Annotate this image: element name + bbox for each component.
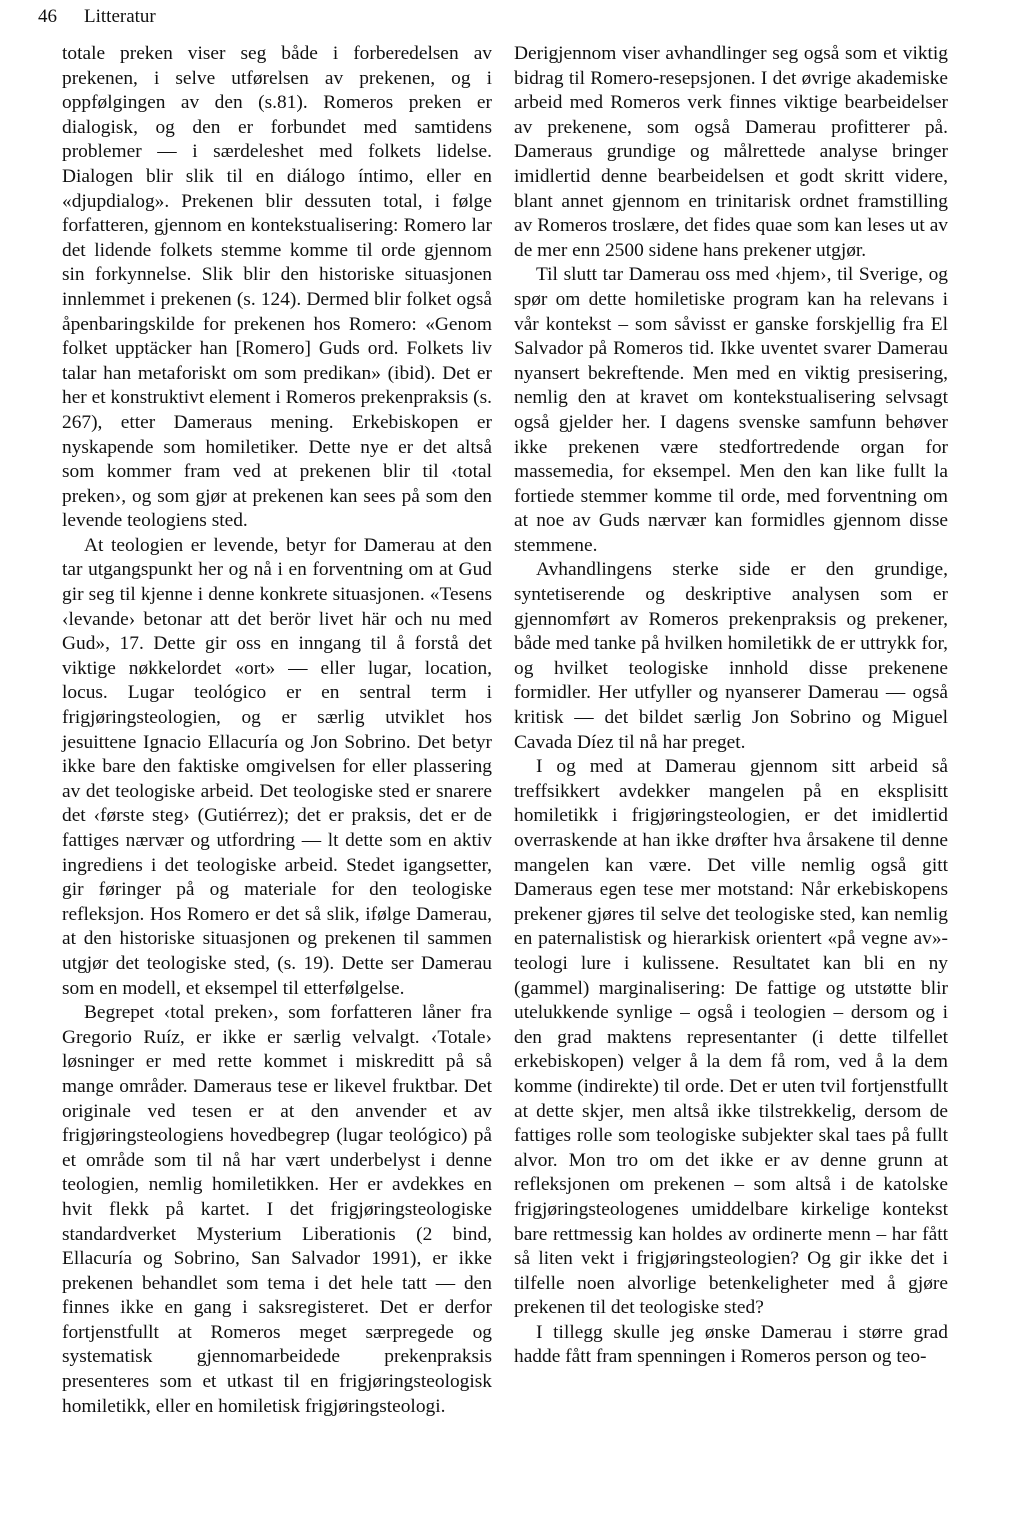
section-title: Litteratur — [84, 6, 156, 27]
paragraph: I tillegg skulle jeg ønske Damerau i større grad hadde fått fram spenningen i Romeros person og teo- — [514, 1321, 948, 1368]
left-column — [62, 42, 492, 1419]
paragraph: totale preken viser seg både i forberedelsen av prekenen, i selve utførelsen av prekenen, og i oppfølgingen av den (s.81). Romeros preken er dialogisk, og den er forbundet med samtidens problemer — i særdeleshet med folkets lidelse. Dialogen blir slik til en diálogo íntimo, eller en «djupdialog». Prekenen blir dessuten total, i følge forfatteren, gjennom en kontekstualisering: Romero lar det lidende folkets stemme komme til orde gjennom sin forkynnelse. Slik blir den historiske situasjonen innlemmet i prekenen (s. 124). Dermed blir folket også åpenbaringskilde for prekenen hos Romero: «Genom folket upptäcker han [Romero] Guds ord. Folkets liv talar han metaforiskt om som predikan» (ibid). Det er her et konstruktivt element i Romeros prekenpraksis (s. 267), etter Dameraus mening. Erkebiskopen er nyskapende som homiletiker. Dette nye er det altså som kommer fram ved at prekenen blir til ‹total preken›, og som gjør at prekenen kan sees på som den levende teologiens sted. — [62, 43, 492, 532]
paragraph: Begrepet ‹total preken›, som forfatteren låner fra Gregorio Ruíz, er ikke er særlig velvalgt. ‹Totale› løsninger er med rette kommet i miskreditt på så mange områder. Dameraus tese er likevel fruktbar. Det originale ved tesen er at den anvender et av frigjøringsteologiens hovedbegrep (lugar teológico) på et område som til nå har vært underbelyst i denne teologien, nemlig homiletikken. Her er avdekkes en hvit flekk på kartet. I det frigjøringsteologiske standardverket Mysterium Liberationis (2 bind, Ellacuría og Sobrino, San Salvador 1991), er ikke prekenen behandlet som tema i det hele tatt — den finnes ikke en gang i saksregisteret. Det er derfor fortjenstfullt at Romeros meget særpregede og systematisk gjennomarbeidede prekenpraksis presenteres som et utkast til en frigjøringsteologisk homiletikk, eller en homiletisk frigjøringsteologi. — [62, 1002, 492, 1417]
right-column — [514, 42, 948, 1370]
paragraph: Derigjennom viser avhandlinger seg også som et viktig bidrag til Romero-resepsjonen. I det øvrige akademiske arbeid med Romeros verk finnes viktige bearbeidelser av prekenene, som også Damerau profitterer på. Dameraus grundige og målrettede analyse bringer imidlertid denne bearbeidelsen et godt skritt videre, blant annet gjennom en trinitarisk ordnet framstilling av Romeros troslære, det fides quae som kan leses ut av de mer enn 2500 sidene hans prekener utgjør. — [514, 43, 948, 261]
paragraph: Til slutt tar Damerau oss med ‹hjem›, til Sverige, og spør om dette homiletiske program kan ha relevans i vår kontekst – som såvisst er ganske forskjellig fra El Salvador på Romeros tid. Ikke uventet svarer Damerau nyansert bekreftende. Men med en viktig presisering, nemlig den at kravet om kontekstualisering selvsagt også gjelder her. I dagens svenske samfunn behøver ikke prekenen være stedfortredende organ for massemedia, for eksempel. Men den kan like fullt la fortiede stemmer komme til orde, med forventning om at noe av Guds nærvær kan formidles gjennom disse stemmene. — [514, 264, 948, 556]
paragraph: At teologien er levende, betyr for Damerau at den tar utgangspunkt her og nå i en forventning om at Gud gir seg til kjenne i denne konkrete situasjonen. «Tesens ‹levande› betonar att det berör livet här och nu med Gud», 17. Dette gir oss en inngang til å forstå det viktige nøkkelordet «ort» — eller lugar, location, locus. Lugar teológico er en sentral term i frigjøringsteologien, og er særlig utviklet hos jesuittene Ignacio Ellacuría og Jon Sobrino. Det betyr ikke bare den faktiske omgivelsen for eller plassering av det teologiske arbeid. Det teologiske sted er snarere det ‹første steg› (Gutiérrez); det er praksis, det er de fattiges nærvær og utfordring — lt dette som en aktiv ingrediens i det teologiske arbeid. Stedet igangsetter, gir føringer på og materiale for den teologiske refleksjon. Hos Romero er det så slik, ifølge Damerau, at den historiske situasjonen og prekenen til sammen utgjør det teologiske sted, (s. 19). Dette ser Damerau som en modell, et eksempel til etterfølgelse. — [62, 534, 492, 999]
paragraph: I og med at Damerau gjennom sitt arbeid så treffsikkert avdekker mangelen på en eksplisitt homiletikk i frigjøringsteologien, er det imidlertid overraskende at han ikke drøfter hva årsakene til denne mangelen kan være. Det ville nemlig også gitt Dameraus egen tese mer motstand: Når erkebiskopens prekener gjøres til selve det teologiske sted, kan nemlig en paternalistisk og hierarkisk orientert «på vegne av»-teologi lure i kulissene. Resultatet kan bli en ny (gammel) marginalisering: De fattige og utstøtte blir utelukkende synlige – også i teologien – dersom og i den grad maktens representanter (i dette tilfellet erkebiskopen) velger å la dem få rom, ved å la dem komme (indirekte) til orde. Det er uten tvil fortjenstfullt at dette skjer, men altså ikke tilstrekkelig, dersom de fattiges rolle som teologiske subjekter skal taes på fullt alvor. Mon tro om det ikke er av denne grunn at refleksjonen om prekenen – som altså i de katolske frigjøringsteologenes umiddelbare kirkelige kontekst bare rettmessig kan holdes av ordinerte menn – har fått så liten vekt i frigjøringsteologien? Og gir ikke det i tilfelle noen alvorlige betenkeligheter med å gjøre prekenen til det teologiske sted? — [514, 756, 948, 1319]
paragraph: Avhandlingens sterke side er den grundige, syntetiserende og deskriptive analysen som er gjennomført av Romeros prekenpraksis og prekener, både med tanke på hvilken homiletikk de er uttrykk for, og hvilket teologiske innhold disse prekenene formidler. Her utfyller og nyanserer Damerau — også kritisk — det bildet særlig Jon Sobrino og Miguel Cavada Díez til nå har preget. — [514, 559, 948, 753]
page-number: 46 — [38, 6, 57, 27]
running-header — [38, 6, 156, 28]
